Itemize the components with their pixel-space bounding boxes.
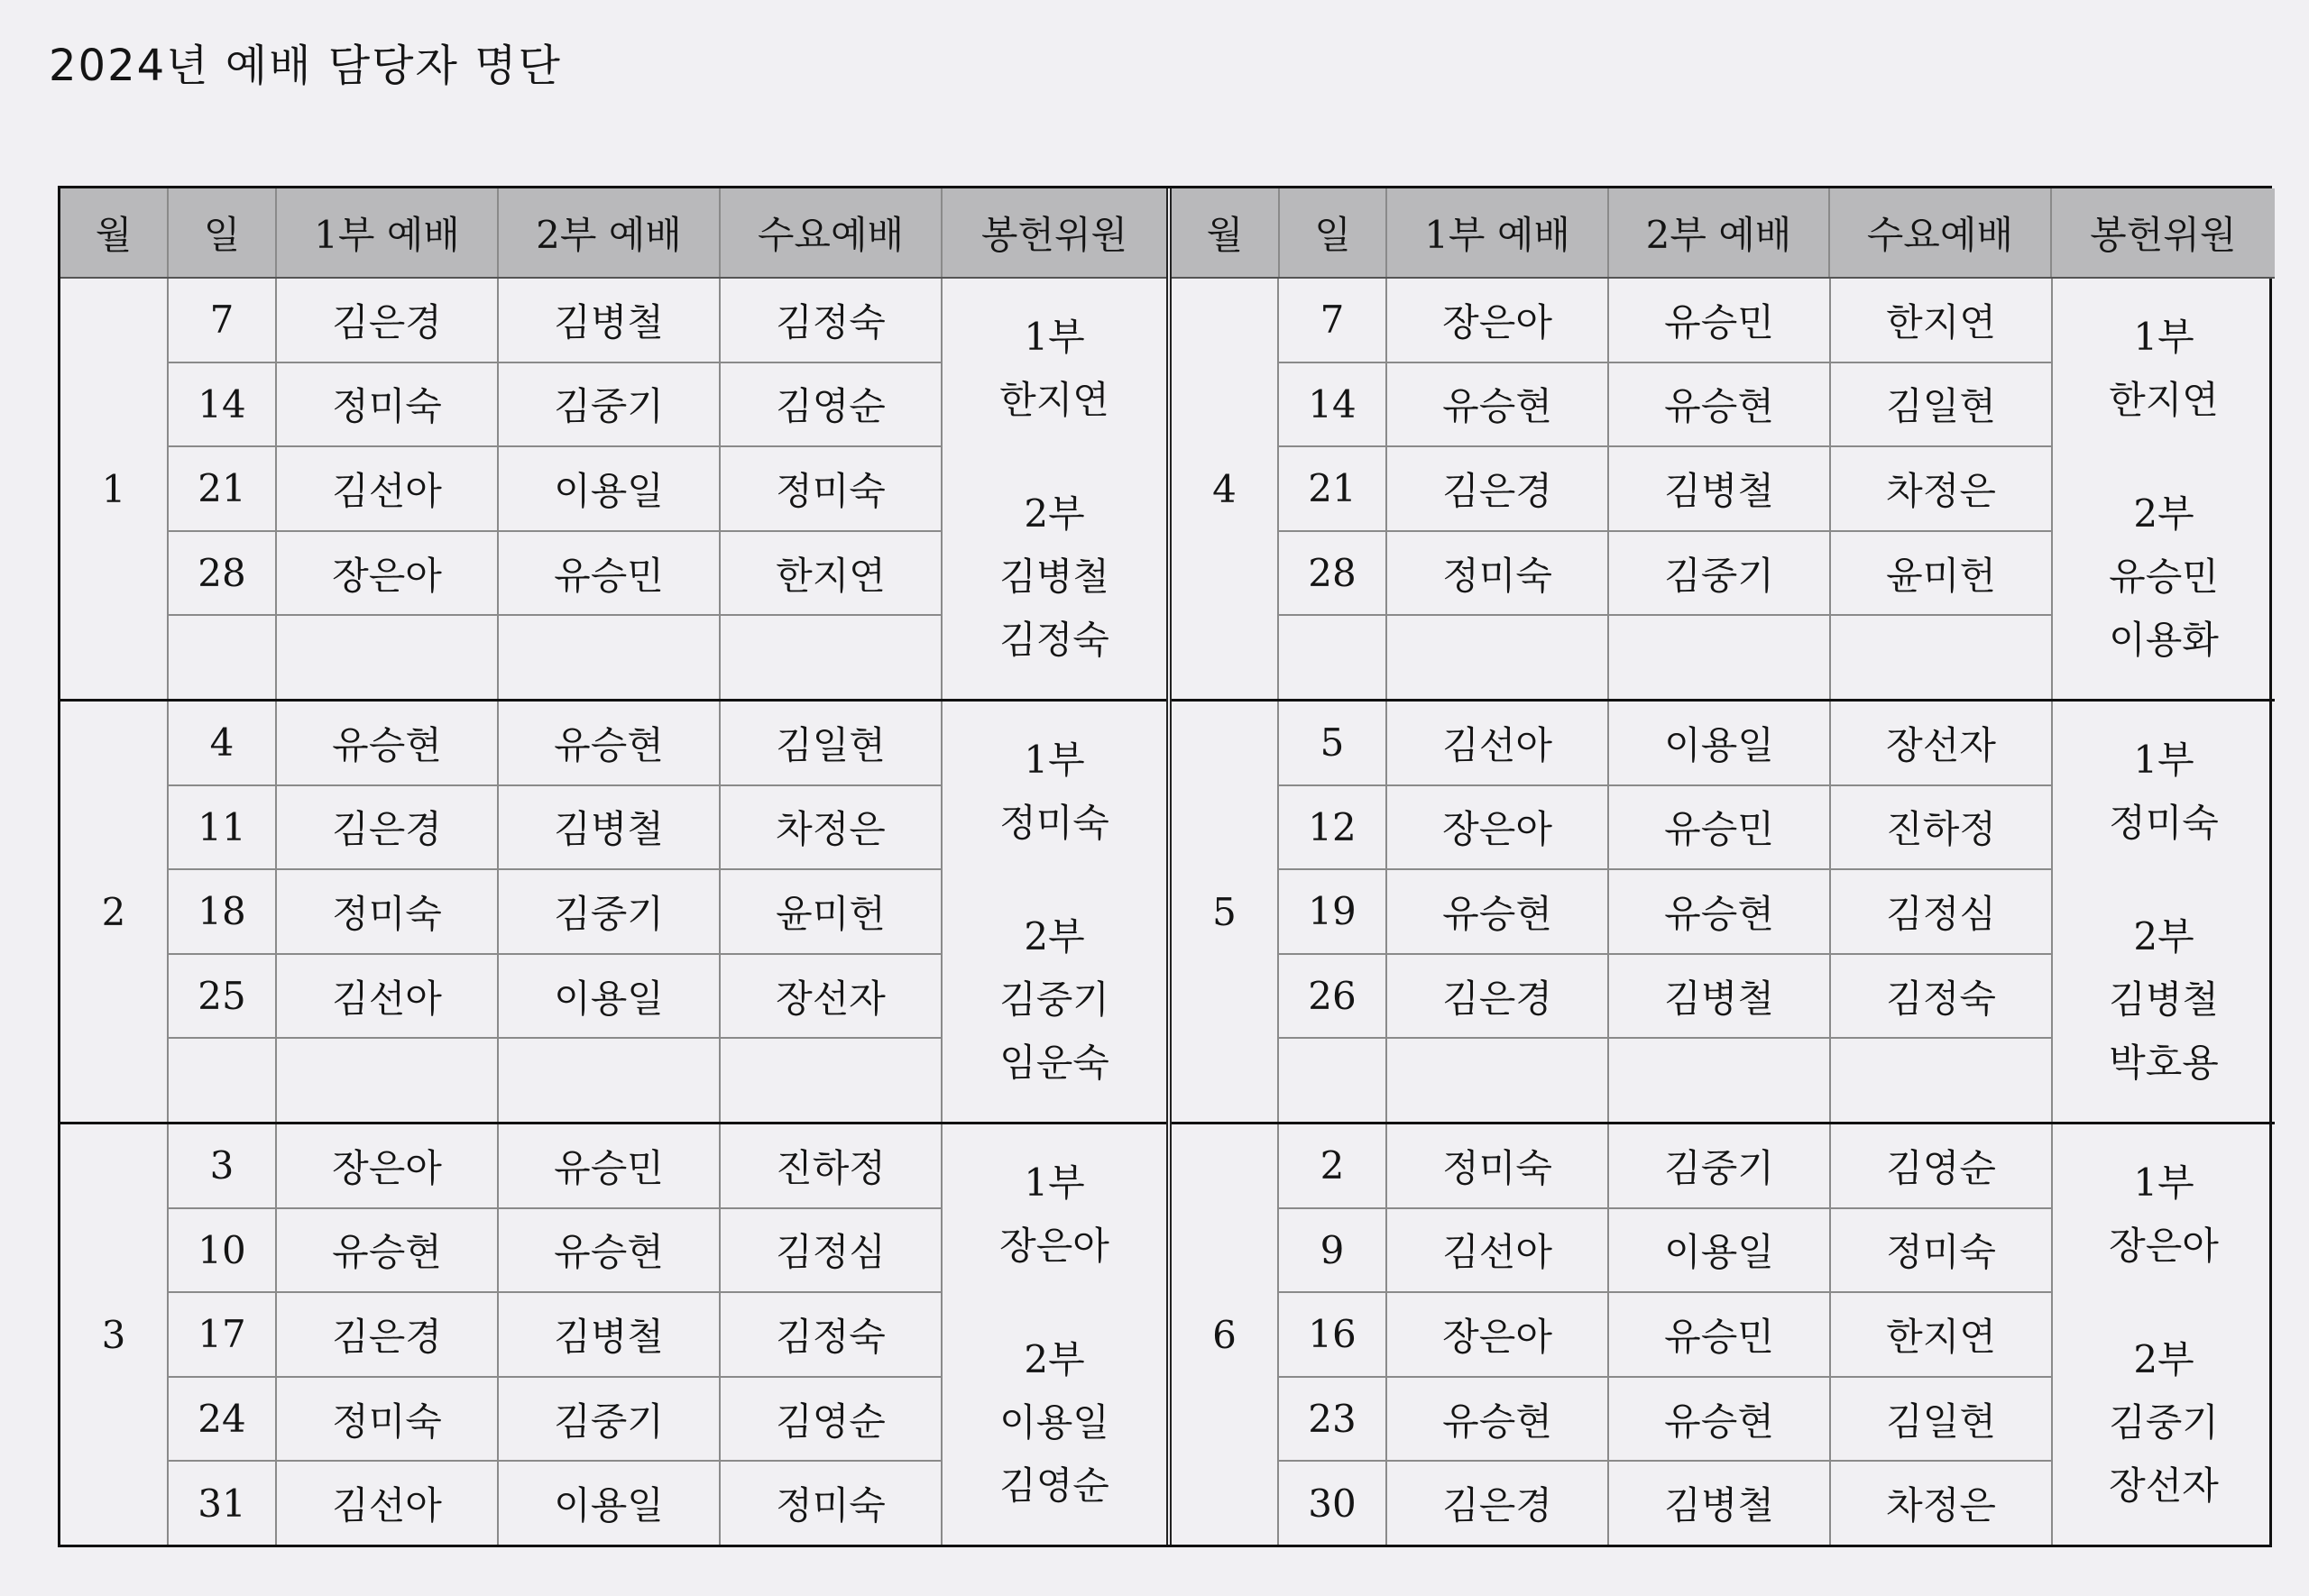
month-block — [1172, 702, 2275, 1124]
table-row — [1279, 1039, 2053, 1122]
wednesday-service-cell — [1831, 616, 2053, 699]
day-cell: 26 — [1279, 955, 1387, 1038]
month-cell: 3 — [60, 1124, 169, 1545]
first-service-cell: 김은경 — [1387, 1462, 1609, 1545]
wednesday-service-cell: 진하정 — [1831, 786, 2053, 869]
wednesday-service-cell: 한지연 — [1831, 1293, 2053, 1376]
day-cell: 21 — [1279, 447, 1387, 530]
offering-committee-cell — [2053, 702, 2275, 1122]
month-cell: 1 — [60, 279, 169, 699]
day-cell: 24 — [169, 1378, 277, 1461]
second-service-cell: 유승민 — [1609, 279, 1831, 362]
offering-member: 김중기 — [999, 977, 1109, 1022]
day-cell: 12 — [1279, 786, 1387, 869]
second-service-cell — [1609, 616, 1831, 699]
table-row — [169, 1378, 943, 1463]
second-service-cell: 유승현 — [1609, 363, 1831, 446]
first-service-cell: 김은경 — [277, 1293, 499, 1376]
table-row — [169, 955, 943, 1040]
wednesday-service-cell: 김영순 — [721, 363, 943, 446]
day-cell: 31 — [169, 1462, 277, 1545]
offering-member: 한지연 — [999, 378, 1109, 422]
first-service-cell — [1387, 616, 1609, 699]
offering-part1-label: 1부 — [2133, 1160, 2194, 1205]
first-service-cell: 정미숙 — [277, 363, 499, 446]
table-row — [169, 786, 943, 871]
day-cell — [1279, 1039, 1387, 1122]
table-header-row — [60, 188, 1166, 279]
second-service-cell: 김병철 — [1609, 1462, 1831, 1545]
table-row — [1279, 1124, 2053, 1209]
table-row — [169, 616, 943, 699]
offering-committee-cell — [2053, 279, 2275, 699]
second-service-cell: 김중기 — [499, 363, 721, 446]
first-service-cell: 정미숙 — [1387, 1124, 1609, 1207]
offering-member: 장은아 — [999, 1224, 1109, 1268]
page-title: 2024년 예배 담당자 명단 — [49, 41, 562, 91]
first-service-cell: 장은아 — [277, 1124, 499, 1207]
day-cell: 7 — [1279, 279, 1387, 362]
first-service-cell: 유승현 — [277, 702, 499, 784]
second-service-cell: 유승민 — [499, 532, 721, 615]
table-row — [169, 1124, 943, 1209]
offering-member: 한지연 — [2109, 378, 2219, 422]
second-service-cell: 유승민 — [1609, 1293, 1831, 1376]
offering-member: 임운숙 — [999, 1041, 1109, 1085]
table-row — [1279, 447, 2053, 532]
day-cell: 5 — [1279, 702, 1387, 784]
wednesday-service-cell: 한지연 — [721, 532, 943, 615]
column-header: 일 — [1280, 188, 1388, 277]
second-service-cell — [499, 1039, 721, 1122]
offering-member: 장선자 — [2109, 1463, 2219, 1508]
month-cell: 5 — [1172, 702, 1279, 1122]
first-service-cell: 유승현 — [277, 1209, 499, 1292]
first-service-cell: 김선아 — [1387, 702, 1609, 784]
second-service-cell: 김병철 — [1609, 447, 1831, 530]
wednesday-service-cell — [721, 616, 943, 699]
week-rows — [169, 279, 943, 699]
day-cell: 28 — [1279, 532, 1387, 615]
second-service-cell: 김병철 — [499, 1293, 721, 1376]
table-row — [169, 447, 943, 532]
column-header: 2부 예배 — [499, 188, 721, 277]
first-service-cell — [1387, 1039, 1609, 1122]
day-cell: 17 — [169, 1293, 277, 1376]
day-cell: 7 — [169, 279, 277, 362]
day-cell: 23 — [1279, 1378, 1387, 1461]
offering-part1-label: 1부 — [1024, 738, 1085, 782]
table-row — [169, 1462, 943, 1545]
wednesday-service-cell: 장선자 — [721, 955, 943, 1038]
column-header: 수요예배 — [721, 188, 943, 277]
day-cell: 11 — [169, 786, 277, 869]
schedule-table — [58, 186, 2272, 1547]
week-rows — [1279, 1124, 2053, 1545]
first-service-cell: 장은아 — [277, 532, 499, 615]
week-rows — [1279, 279, 2053, 699]
second-service-cell: 유승현 — [499, 702, 721, 784]
second-service-cell: 김중기 — [1609, 1124, 1831, 1207]
table-row — [1279, 616, 2053, 699]
first-service-cell: 김은경 — [277, 786, 499, 869]
second-service-cell: 김중기 — [499, 870, 721, 953]
offering-part2-label: 2부 — [1024, 914, 1085, 959]
week-rows — [169, 702, 943, 1122]
day-cell: 16 — [1279, 1293, 1387, 1376]
second-service-cell: 유승현 — [1609, 1378, 1831, 1461]
table-row — [1279, 955, 2053, 1040]
table-row — [1279, 702, 2053, 786]
offering-member: 김병철 — [999, 555, 1109, 599]
first-service-cell: 장은아 — [1387, 1293, 1609, 1376]
table-row — [169, 1209, 943, 1294]
wednesday-service-cell: 김정숙 — [721, 1293, 943, 1376]
first-service-cell: 유승현 — [1387, 1378, 1609, 1461]
month-block — [1172, 1124, 2275, 1545]
offering-part1-label: 1부 — [2133, 738, 2194, 782]
table-row — [1279, 1209, 2053, 1294]
second-service-cell: 김중기 — [499, 1378, 721, 1461]
offering-member: 유승민 — [2109, 555, 2219, 599]
day-cell: 19 — [1279, 870, 1387, 953]
offering-member: 김정숙 — [999, 618, 1109, 662]
first-service-cell: 김선아 — [277, 1462, 499, 1545]
table-row — [169, 363, 943, 448]
wednesday-service-cell — [721, 1039, 943, 1122]
wednesday-service-cell: 윤미헌 — [1831, 532, 2053, 615]
day-cell: 2 — [1279, 1124, 1387, 1207]
second-service-cell: 김병철 — [1609, 955, 1831, 1038]
wednesday-service-cell: 한지연 — [1831, 279, 2053, 362]
column-header: 월 — [1172, 188, 1280, 277]
wednesday-service-cell: 정미숙 — [721, 1462, 943, 1545]
day-cell — [169, 616, 277, 699]
offering-part2-label: 2부 — [2133, 914, 2194, 959]
table-header-row — [1172, 188, 2275, 279]
first-service-cell: 장은아 — [1387, 786, 1609, 869]
table-row — [1279, 870, 2053, 955]
column-header: 2부 예배 — [1609, 188, 1830, 277]
first-service-cell: 정미숙 — [277, 870, 499, 953]
second-service-cell: 이용일 — [1609, 702, 1831, 784]
offering-committee-cell — [943, 279, 1166, 699]
table-row — [169, 279, 943, 363]
offering-part1-label: 1부 — [1024, 1160, 1085, 1205]
offering-committee-cell — [943, 1124, 1166, 1545]
wednesday-service-cell: 김일현 — [721, 702, 943, 784]
offering-member: 정미숙 — [2109, 801, 2219, 845]
wednesday-service-cell: 정미숙 — [1831, 1209, 2053, 1292]
first-service-cell: 김선아 — [1387, 1209, 1609, 1292]
offering-committee-cell — [943, 702, 1166, 1122]
wednesday-service-cell: 김정숙 — [721, 279, 943, 362]
day-cell: 4 — [169, 702, 277, 784]
first-service-cell: 정미숙 — [277, 1378, 499, 1461]
first-service-cell: 김은경 — [1387, 447, 1609, 530]
first-service-cell: 정미숙 — [1387, 532, 1609, 615]
offering-member: 이용화 — [2109, 618, 2219, 662]
day-cell: 10 — [169, 1209, 277, 1292]
month-block — [60, 1124, 1166, 1545]
table-left-half — [60, 188, 1166, 1545]
second-service-cell: 김중기 — [1609, 532, 1831, 615]
second-service-cell: 이용일 — [499, 447, 721, 530]
second-service-cell: 이용일 — [499, 955, 721, 1038]
offering-member: 박호용 — [2109, 1041, 2219, 1085]
day-cell: 9 — [1279, 1209, 1387, 1292]
first-service-cell: 김선아 — [277, 447, 499, 530]
offering-member: 김병철 — [2109, 977, 2219, 1022]
table-row — [1279, 1293, 2053, 1378]
wednesday-service-cell: 진하정 — [721, 1124, 943, 1207]
week-rows — [1279, 702, 2053, 1122]
column-header: 수요예배 — [1830, 188, 2051, 277]
month-block — [60, 702, 1166, 1124]
day-cell: 21 — [169, 447, 277, 530]
day-cell — [169, 1039, 277, 1122]
table-row — [169, 1039, 943, 1122]
offering-member: 김중기 — [2109, 1400, 2219, 1445]
wednesday-service-cell: 김정숙 — [1831, 955, 2053, 1038]
wednesday-service-cell: 윤미헌 — [721, 870, 943, 953]
month-cell: 4 — [1172, 279, 1279, 699]
column-header: 1부 예배 — [1387, 188, 1608, 277]
wednesday-service-cell — [1831, 1039, 2053, 1122]
offering-part1-label: 1부 — [1024, 315, 1085, 359]
first-service-cell: 김선아 — [277, 955, 499, 1038]
first-service-cell: 유승현 — [1387, 363, 1609, 446]
offering-part2-label: 2부 — [1024, 1337, 1085, 1381]
month-cell: 6 — [1172, 1124, 1279, 1545]
wednesday-service-cell: 김일현 — [1831, 363, 2053, 446]
wednesday-service-cell: 김일현 — [1831, 1378, 2053, 1461]
first-service-cell — [277, 1039, 499, 1122]
first-service-cell: 김은경 — [277, 279, 499, 362]
table-row — [1279, 363, 2053, 448]
first-service-cell: 장은아 — [1387, 279, 1609, 362]
column-header: 봉헌위원 — [980, 213, 1128, 257]
table-row — [1279, 786, 2053, 871]
first-service-cell — [277, 616, 499, 699]
second-service-cell: 이용일 — [499, 1462, 721, 1545]
day-cell — [1279, 616, 1387, 699]
offering-committee-cell — [2053, 1124, 2275, 1545]
wednesday-service-cell: 차정은 — [1831, 447, 2053, 530]
day-cell: 3 — [169, 1124, 277, 1207]
table-row — [1279, 532, 2053, 617]
table-row — [1279, 279, 2053, 363]
wednesday-service-cell: 김영순 — [721, 1378, 943, 1461]
second-service-cell: 이용일 — [1609, 1209, 1831, 1292]
offering-part2-label: 2부 — [2133, 1337, 2194, 1381]
week-rows — [169, 1124, 943, 1545]
column-header: 월 — [60, 188, 169, 277]
day-cell: 28 — [169, 532, 277, 615]
day-cell: 18 — [169, 870, 277, 953]
first-service-cell: 김은경 — [1387, 955, 1609, 1038]
table-row — [1279, 1378, 2053, 1463]
second-service-cell — [1609, 1039, 1831, 1122]
wednesday-service-cell: 김정심 — [721, 1209, 943, 1292]
second-service-cell: 유승민 — [499, 1124, 721, 1207]
table-right-half — [1166, 188, 2275, 1545]
day-cell: 14 — [169, 363, 277, 446]
wednesday-service-cell: 장선자 — [1831, 702, 2053, 784]
offering-member: 김영순 — [999, 1463, 1109, 1508]
offering-part2-label: 2부 — [2133, 491, 2194, 536]
day-cell: 30 — [1279, 1462, 1387, 1545]
wednesday-service-cell: 김정심 — [1831, 870, 2053, 953]
second-service-cell — [499, 616, 721, 699]
column-header: 봉헌위원 — [2090, 213, 2237, 257]
second-service-cell: 유승현 — [1609, 870, 1831, 953]
wednesday-service-cell: 차정은 — [721, 786, 943, 869]
column-header: 일 — [169, 188, 277, 277]
offering-part1-label: 1부 — [2133, 315, 2194, 359]
table-row — [169, 870, 943, 955]
table-row — [169, 532, 943, 617]
offering-member: 이용일 — [999, 1400, 1109, 1445]
wednesday-service-cell: 정미숙 — [721, 447, 943, 530]
table-row — [169, 1293, 943, 1378]
table-row — [169, 702, 943, 786]
month-block — [60, 279, 1166, 702]
day-cell: 14 — [1279, 363, 1387, 446]
wednesday-service-cell: 차정은 — [1831, 1462, 2053, 1545]
column-header: 1부 예배 — [277, 188, 499, 277]
second-service-cell: 유승민 — [1609, 786, 1831, 869]
offering-member: 정미숙 — [999, 801, 1109, 845]
day-cell: 25 — [169, 955, 277, 1038]
wednesday-service-cell: 김영순 — [1831, 1124, 2053, 1207]
offering-part2-label: 2부 — [1024, 491, 1085, 536]
month-block — [1172, 279, 2275, 702]
second-service-cell: 유승현 — [499, 1209, 721, 1292]
month-cell: 2 — [60, 702, 169, 1122]
first-service-cell: 유승현 — [1387, 870, 1609, 953]
second-service-cell: 김병철 — [499, 786, 721, 869]
table-row — [1279, 1462, 2053, 1545]
second-service-cell: 김병철 — [499, 279, 721, 362]
offering-member: 장은아 — [2109, 1224, 2219, 1268]
